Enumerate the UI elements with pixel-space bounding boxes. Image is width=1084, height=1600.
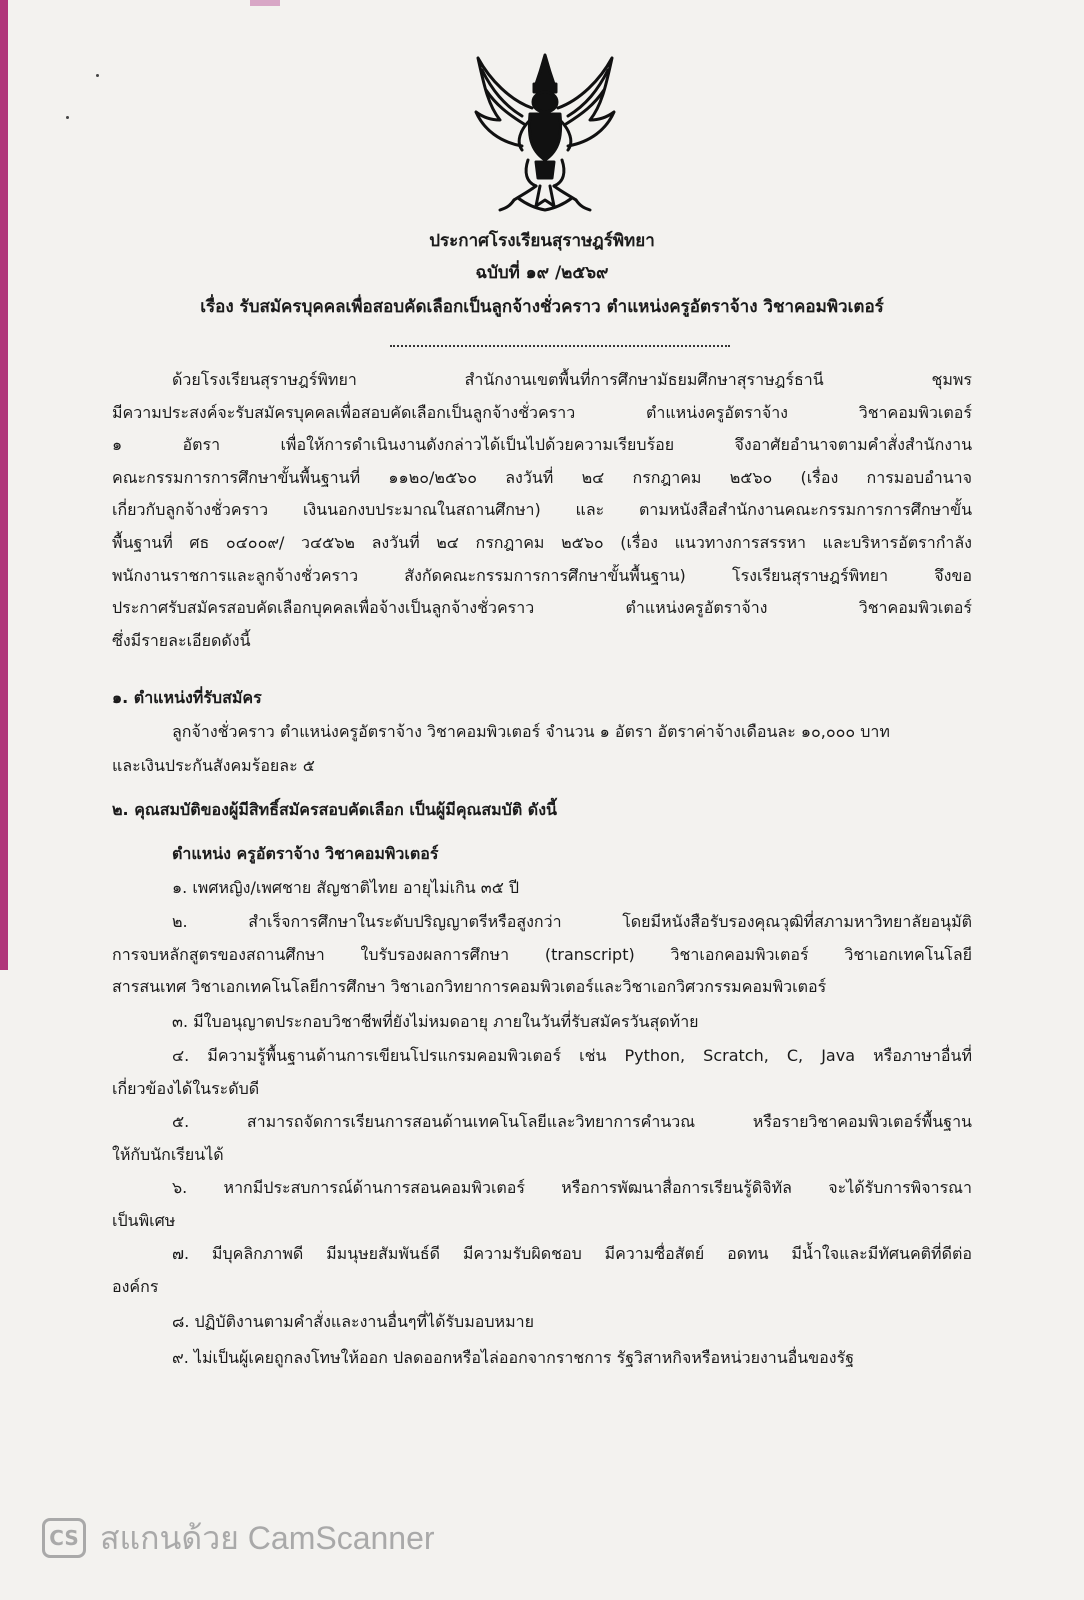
qualification-item [112,1238,972,1303]
intro-line: มีความประสงค์จะรับสมัครบุคคลเพื่อสอบคัดเลือกเป็นลูกจ้างชั่วคราว ตำแหน่งครูอัตราจ้าง วิชาคอมพิวเตอร์ [112,402,972,422]
intro-line: คณะกรรมการการศึกษาขั้นพื้นฐานที่ ๑๑๒๐/๒๕๖๐ ลงวันที่ ๒๔ กรกฎาคม ๒๕๖๐ (เรื่อง การมอบอำนาจ [112,467,972,487]
section1-line: ลูกจ้างชั่วคราว ตำแหน่งครูอัตราจ้าง วิชาคอมพิวเตอร์ จำนวน ๑ อัตรา อัตราค่าจ้างเดือนละ ๑๐,๐๐๐ บาท [172,722,890,741]
qualification-line: ๒. สำเร็จการศึกษาในระดับปริญญาตรีหรือสูงกว่า โดยมีหนังสือรับรองคุณวุฒิที่สภามหาวิทยาลัยอนุมัติ [172,912,972,931]
qualification-line: ๔. มีความรู้พื้นฐานด้านการเขียนโปรแกรมคอมพิวเตอร์ เช่น Python, Scratch, C, Java หรือภาษาอื่นที่ [172,1046,973,1065]
qualification-item: ๓. มีใบอนุญาตประกอบวิชาชีพที่ยังไม่หมดอายุ ภายในวันที่รับสมัครวันสุดท้าย [172,1012,699,1031]
qualification-line: สารสนเทศ วิชาเอกเทคโนโลยีการศึกษา วิชาเอกวิทยาการคอมพิวเตอร์และวิชาเอกวิศวกรรมคอมพิวเตอร์ [112,977,827,997]
qualification-item [112,906,972,1004]
announcement-subject: เรื่อง รับสมัครบุคคลเพื่อสอบคัดเลือกเป็นลูกจ้างชั่วคราว ตำแหน่งครูอัตราจ้าง วิชาคอมพิวเตอร์ [200,297,884,317]
qualification-item [112,1040,972,1105]
qualification-line: ให้กับนักเรียนได้ [112,1144,224,1164]
intro-line: ซึ่งมีรายละเอียดดังนี้ [112,630,251,650]
intro-line: เกี่ยวกับลูกจ้างชั่วคราว เงินนอกงบประมาณในสถานศึกษา) และ ตามหนังสือสำนักงานคณะกรรมการการศึกษาขั้น [112,500,972,520]
qualification-item: ๑. เพศหญิง/เพศชาย สัญชาติไทย อายุไม่เกิน ๓๕ ปี [172,878,520,897]
qualification-line: เป็นพิเศษ [112,1210,176,1230]
intro-line: ประกาศรับสมัครสอบคัดเลือกบุคคลเพื่อจ้างเป็นลูกจ้างชั่วคราว ตำแหน่งครูอัตราจ้าง วิชาคอมพิวเตอร์ [112,598,972,618]
qualification-line: องค์กร [112,1276,159,1296]
section2-position: ตำแหน่ง ครูอัตราจ้าง วิชาคอมพิวเตอร์ [172,844,439,863]
qualification-item [112,1106,972,1171]
announcement-title: ประกาศโรงเรียนสุราษฎร์พิทยา [429,231,655,251]
qualification-line: ๗. มีบุคลิกภาพดี มีมนุษยสัมพันธ์ดี มีความรับผิดชอบ มีความซื่อสัตย์ อดทน มีน้ำใจและมีทัศนคติที่ดีต่อ [172,1244,972,1263]
garuda-emblem-icon [470,50,620,215]
camscanner-watermark [42,1515,435,1561]
intro-line: ด้วยโรงเรียนสุราษฎร์พิทยา สำนักงานเขตพื้นที่การศึกษามัธยมศึกษาสุราษฎร์ธานี ชุมพร [172,370,972,389]
qualification-line: ๖. หากมีประสบการณ์ด้านการสอนคอมพิวเตอร์ หรือการพัฒนาสื่อการเรียนรู้ดิจิทัล จะได้รับการพิจารณา [172,1178,972,1197]
intro-paragraph [112,364,972,657]
intro-line: พื้นฐานที่ ศธ ๐๔๐๐๙/ ว๔๕๖๒ ลงวันที่ ๒๔ กรกฎาคม ๒๕๖๐ (เรื่อง แนวทางการสรรหา และบริหารอัตรากำลัง [112,532,972,552]
intro-line: พนักงานราชการและลูกจ้างชั่วคราว สังกัดคณะกรรมการการศึกษาขั้นพื้นฐาน) โรงเรียนสุราษฎร์พิทยา จึงขอ [112,565,972,585]
announcement-number: ฉบับที่ ๑๙ /๒๕๖๙ [475,263,609,283]
section2-heading: ๒. คุณสมบัติของผู้มีสิทธิ์สมัครสอบคัดเลือก เป็นผู้มีคุณสมบัติ ดังนี้ [112,800,557,819]
qualification-item [112,1172,972,1237]
section1-line: และเงินประกันสังคมร้อยละ ๕ [112,756,315,775]
qualification-line: เกี่ยวข้องได้ในระดับดี [112,1078,260,1098]
qualification-item: ๘. ปฏิบัติงานตามคำสั่งและงานอื่นๆที่ได้รับมอบหมาย [172,1312,534,1331]
separator-dots [390,345,730,347]
qualification-line: การจบหลักสูตรของสถานศึกษา ใบรับรองผลการศึกษา (transcript) วิชาเอกคอมพิวเตอร์ วิชาเอกเทคโนโลยี [112,944,972,964]
section1-heading: ๑. ตำแหน่งที่รับสมัคร [112,688,262,707]
camscanner-text: สแกนด้วย CamScanner [100,1519,435,1556]
qualification-item: ๙. ไม่เป็นผู้เคยถูกลงโทษให้ออก ปลดออกหรือไล่ออกจากราชการ รัฐวิสาหกิจหรือหน่วยงานอื่นของรัฐ [172,1348,855,1367]
camscanner-logo-icon: CS [42,1518,86,1558]
intro-line: ๑ อัตรา เพื่อให้การดำเนินงานดังกล่าวได้เป็นไปด้วยความเรียบร้อย จึงอาศัยอำนาจตามคำสั่งสำนักงาน [112,435,972,455]
qualification-line: ๕. สามารถจัดการเรียนการสอนด้านเทคโนโลยีและวิทยาการคำนวณ หรือรายวิชาคอมพิวเตอร์พื้นฐาน [172,1112,972,1131]
